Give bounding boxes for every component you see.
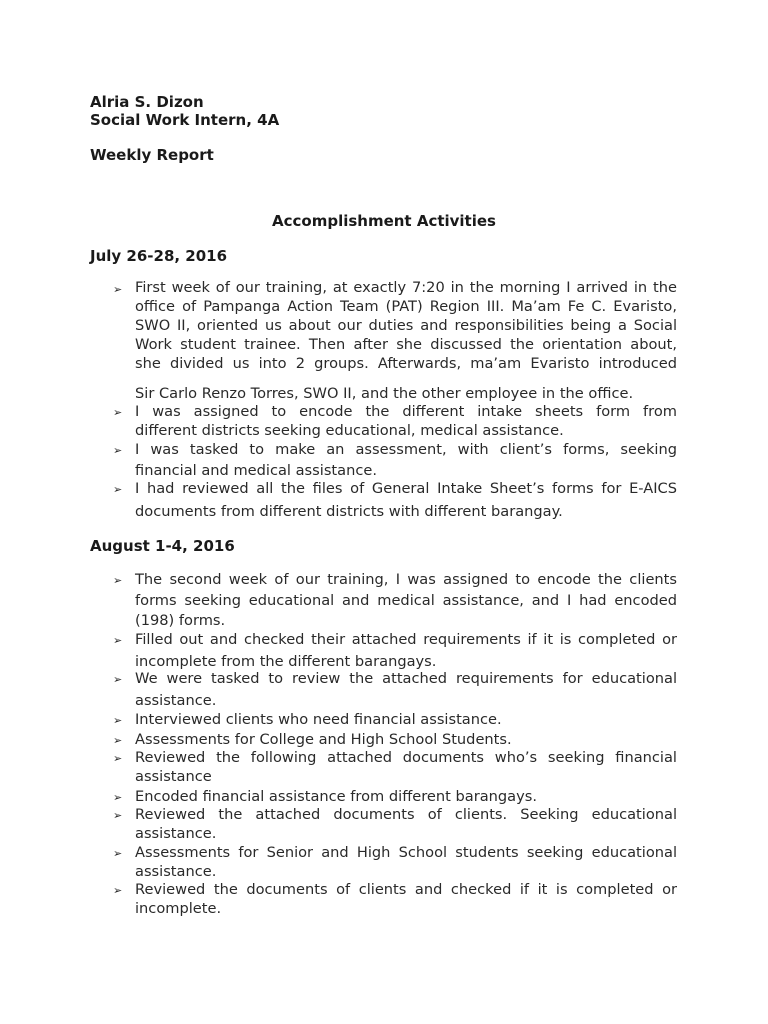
list-item-line: (198) forms. <box>135 612 226 629</box>
arrow-bullet-icon: ➢ <box>113 714 123 727</box>
report-type: Weekly Report <box>90 146 214 164</box>
list-item-line: financial and medical assistance. <box>135 462 377 479</box>
arrow-bullet-icon: ➢ <box>113 444 123 457</box>
list-item-line: First week of our training, at exactly 7:20 in the morning I arrived in the <box>135 279 677 296</box>
list-item-line: Interviewed clients who need financial assistance. <box>135 711 502 728</box>
list-item-line: Work student trainee. Then after she discussed the orientation about, <box>135 336 677 353</box>
arrow-bullet-icon: ➢ <box>113 791 123 804</box>
list-item-line: Assessments for Senior and High School students seeking educational <box>135 844 677 861</box>
list-item-line: Assessments for College and High School Students. <box>135 731 512 748</box>
arrow-bullet-icon: ➢ <box>113 673 123 686</box>
list-item-line: assistance <box>135 768 212 785</box>
document-title: Accomplishment Activities <box>272 212 496 230</box>
list-item-line: incomplete from the different barangays. <box>135 653 437 670</box>
list-item-line: assistance. <box>135 863 217 880</box>
arrow-bullet-icon: ➢ <box>113 847 123 860</box>
list-item-line: Sir Carlo Renzo Torres, SWO II, and the other employee in the office. <box>135 385 634 402</box>
list-item-line: documents from different districts with different barangay. <box>135 503 563 520</box>
arrow-bullet-icon: ➢ <box>113 734 123 747</box>
author-position: Social Work Intern, 4A <box>90 111 280 129</box>
week-date-range: July 26-28, 2016 <box>90 247 228 265</box>
list-item-line: she divided us into 2 groups. Afterwards, ma’am Evaristo introduced <box>135 355 677 372</box>
arrow-bullet-icon: ➢ <box>113 574 123 587</box>
arrow-bullet-icon: ➢ <box>113 634 123 647</box>
arrow-bullet-icon: ➢ <box>113 809 123 822</box>
list-item-line: I had reviewed all the files of General Intake Sheet’s forms for E-AICS <box>135 480 677 497</box>
list-item-line: office of Pampanga Action Team (PAT) Region III. Ma’am Fe C. Evaristo, <box>135 298 677 315</box>
arrow-bullet-icon: ➢ <box>113 884 123 897</box>
list-item-line: Reviewed the attached documents of clients. Seeking educational <box>135 806 677 823</box>
author-name: Alria S. Dizon <box>90 93 204 111</box>
list-item-line: assistance. <box>135 692 217 709</box>
list-item-line: different districts seeking educational, medical assistance. <box>135 422 564 439</box>
list-item-line: Encoded financial assistance from different barangays. <box>135 788 537 805</box>
list-item-line: assistance. <box>135 825 217 842</box>
list-item-line: I was assigned to encode the different intake sheets form from <box>135 403 677 420</box>
arrow-bullet-icon: ➢ <box>113 406 123 419</box>
list-item-line: incomplete. <box>135 900 222 917</box>
list-item-line: Reviewed the documents of clients and checked if it is completed or <box>135 881 677 898</box>
list-item-line: Filled out and checked their attached requirements if it is completed or <box>135 631 677 648</box>
list-item-line: forms seeking educational and medical assistance, and I had encoded <box>135 592 677 609</box>
arrow-bullet-icon: ➢ <box>113 283 123 296</box>
list-item-line: The second week of our training, I was assigned to encode the clients <box>135 571 677 588</box>
arrow-bullet-icon: ➢ <box>113 483 123 496</box>
list-item-line: Reviewed the following attached documents who’s seeking financial <box>135 749 677 766</box>
list-item-line: SWO II, oriented us about our duties and responsibilities being a Social <box>135 317 677 334</box>
arrow-bullet-icon: ➢ <box>113 752 123 765</box>
week-date-range: August 1-4, 2016 <box>90 537 235 555</box>
list-item-line: We were tasked to review the attached requirements for educational <box>135 670 677 687</box>
list-item-line: I was tasked to make an assessment, with client’s forms, seeking <box>135 441 677 458</box>
